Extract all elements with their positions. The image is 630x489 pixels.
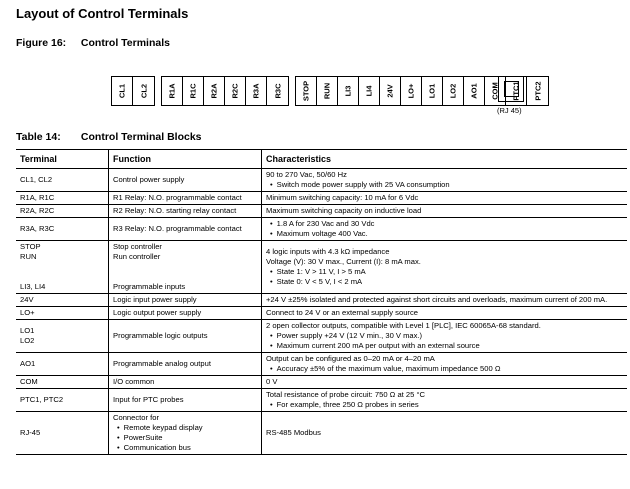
characteristics-cell [262, 169, 628, 192]
terminal-label: R2C [230, 83, 240, 99]
function-text: Programmable analog output [113, 359, 211, 368]
terminal-label: 24V [385, 84, 395, 98]
terminal-cell [380, 77, 401, 105]
characteristics-text: Connect to 24 V or an external supply source [266, 308, 418, 317]
terminal-cell [133, 77, 154, 105]
bullet-list [266, 219, 623, 239]
function-cell [109, 169, 262, 192]
terminal-label: R1C [188, 83, 198, 99]
terminal-cell-text: R2A, R2C [16, 205, 109, 218]
characteristics-text: Maximum switching capacity on inductive load [266, 206, 422, 215]
function-cell [109, 389, 262, 412]
bullet-item: • For example, three 250 Ω probes in series [276, 400, 623, 410]
characteristics-cell [262, 412, 628, 455]
bullet-item: • Accuracy ±5% of the maximum value, maximum impedance 500 Ω [276, 364, 623, 374]
page-heading: Layout of Control Terminals [16, 6, 189, 21]
function-text: Programmable logic outputs [113, 331, 208, 340]
function-text: Stop controller Run controller Programmable inputs [113, 242, 186, 291]
terminal-cell [267, 77, 288, 105]
table-number: Table 14: [16, 131, 61, 143]
terminal-cell [296, 77, 317, 105]
characteristics-cell [262, 205, 628, 218]
header-characteristics: Characteristics [262, 150, 628, 169]
figure-caption [16, 37, 170, 49]
characteristics-text: Total resistance of probe circuit: 750 Ω at 25 °C [266, 390, 425, 399]
characteristics-text: 4 logic inputs with 4.3 kΩ impedance Voltage (V): 30 V max., Current (I): 8 mA max. [266, 247, 421, 266]
figure-title: Control Terminals [80, 37, 170, 49]
bullet-item: • Remote keypad display [123, 423, 257, 433]
characteristics-cell [262, 389, 628, 412]
table-row [16, 412, 627, 455]
bullet-list [266, 267, 623, 287]
characteristics-cell [262, 218, 628, 241]
function-text: I/O common [113, 377, 155, 386]
terminal-cell [422, 77, 443, 105]
table-row [16, 353, 627, 376]
header-function: Function [109, 150, 262, 169]
bullet-item: • Communication bus [123, 443, 257, 453]
terminal-cell [359, 77, 380, 105]
bullet-list [266, 364, 623, 374]
characteristics-text: 0 V [266, 377, 278, 386]
terminal-cell [204, 77, 225, 105]
function-cell [109, 376, 262, 389]
terminal-cell [443, 77, 464, 105]
function-cell [109, 192, 262, 205]
function-cell [109, 412, 262, 455]
function-cell [109, 241, 262, 294]
characteristics-cell [262, 320, 628, 353]
terminal-cell-text: STOP RUN LI3, LI4 [16, 241, 109, 294]
function-cell [109, 320, 262, 353]
table-row [16, 294, 627, 307]
terminal-cell [162, 77, 183, 105]
terminal-label: CL2 [139, 83, 148, 99]
table-caption [16, 131, 202, 143]
terminal-cell [338, 77, 359, 105]
terminal-cell-text: R3A, R3C [16, 218, 109, 241]
characteristics-cell [262, 294, 628, 307]
function-text: R2 Relay: N.O. starting relay contact [113, 206, 237, 215]
terminal-label: LO2 [448, 83, 458, 99]
table-row [16, 389, 627, 412]
bullet-list [113, 423, 257, 453]
characteristics-text: 2 open collector outputs, compatible with Level 1 [PLC], IEC 60065A-68 standard. [266, 321, 541, 330]
rj45-port-icon [498, 76, 524, 102]
function-text: R1 Relay: N.O. programmable contact [113, 193, 242, 202]
function-text: Control power supply [113, 175, 185, 184]
characteristics-text: RS-485 Modbus [266, 428, 321, 437]
terminal-cell-text: PTC1, PTC2 [16, 389, 109, 412]
bullet-list [266, 180, 623, 190]
terminal-label: R3A [251, 83, 261, 99]
characteristics-text: +24 V ±25% isolated and protected against short circuits and overloads, maximum current of 200 mA. [266, 295, 608, 304]
table-row [16, 192, 627, 205]
function-cell [109, 307, 262, 320]
terminal-label: COM [490, 82, 500, 100]
table-row [16, 307, 627, 320]
terminal-label: R1A [167, 83, 177, 99]
terminal-strip-diagram [111, 76, 555, 104]
bullet-item: • State 1: V > 11 V, I > 5 mA [276, 267, 623, 277]
terminal-cell-text: LO1 LO2 [16, 320, 109, 353]
bullet-item: • Maximum voltage 400 Vac. [276, 229, 623, 239]
table-row [16, 241, 627, 294]
terminal-cell [246, 77, 267, 105]
terminal-cell [527, 77, 548, 105]
terminal-cell-text: R1A, R1C [16, 192, 109, 205]
terminal-label: R2A [209, 83, 219, 99]
terminal-cell [401, 77, 422, 105]
terminal-cell [317, 77, 338, 105]
terminal-label: R3C [273, 83, 282, 99]
terminal-group [111, 76, 155, 106]
bullet-item: • Maximum current 200 mA per output with an external source [276, 341, 623, 351]
table-row [16, 205, 627, 218]
terminal-cell [464, 77, 485, 105]
characteristics-cell [262, 307, 628, 320]
terminal-cell-text: COM [16, 376, 109, 389]
table-row [16, 218, 627, 241]
function-text: Input for PTC probes [113, 395, 184, 404]
bullet-item: • Switch mode power supply with 25 VA consumption [276, 180, 623, 190]
terminal-label: AO1 [469, 83, 479, 99]
table-header-row [16, 150, 627, 169]
terminal-label: RUN [322, 82, 332, 100]
characteristics-text: Minimum switching capacity: 10 mA for 6 Vdc [266, 193, 419, 202]
table-row [16, 169, 627, 192]
function-text: Logic output power supply [113, 308, 202, 317]
terminal-cell-text: 24V [16, 294, 109, 307]
terminal-label: LO+ [406, 83, 416, 99]
bullet-list [266, 331, 623, 351]
terminal-label: CL1 [117, 83, 127, 99]
function-cell [109, 294, 262, 307]
function-text: Connector for [113, 413, 160, 422]
terminal-label: LO1 [427, 83, 437, 99]
control-terminal-table [16, 149, 627, 455]
terminal-cell [225, 77, 246, 105]
table-title: Control Terminal Blocks [80, 131, 202, 143]
terminal-group [161, 76, 289, 106]
bullet-item: • PowerSuite [123, 433, 257, 443]
bullet-item: • State 0: V < 5 V, I < 2 mA [276, 277, 623, 287]
terminal-label: STOP [301, 80, 311, 102]
terminal-cell [183, 77, 204, 105]
bullet-item: • Power supply +24 V (12 V min., 30 V max.) [276, 331, 623, 341]
bullet-list [266, 400, 623, 410]
function-text: R3 Relay: N.O. programmable contact [113, 224, 242, 233]
terminal-label: PTC2 [533, 81, 542, 101]
terminal-cell-text: CL1, CL2 [16, 169, 109, 192]
terminal-label: LI4 [364, 85, 374, 97]
function-text: Logic input power supply [113, 295, 197, 304]
terminal-cell-text: RJ-45 [16, 412, 109, 455]
characteristics-cell [262, 241, 628, 294]
characteristics-text: 90 to 270 Vac, 50/60 Hz [266, 170, 347, 179]
characteristics-text: Output can be configured as 0–20 mA or 4–20 mA [266, 354, 435, 363]
table-row [16, 320, 627, 353]
function-cell [109, 218, 262, 241]
table-row [16, 376, 627, 389]
terminal-cell-text: LO+ [16, 307, 109, 320]
terminal-label: PTC1 [511, 81, 521, 101]
header-terminal: Terminal [16, 150, 109, 169]
figure-number: Figure 16: [16, 37, 67, 49]
bullet-item: • 1.8 A for 230 Vac and 30 Vdc [276, 219, 623, 229]
function-cell [109, 353, 262, 376]
characteristics-cell [262, 376, 628, 389]
terminal-cell-text: AO1 [16, 353, 109, 376]
terminal-label: LI3 [343, 85, 353, 97]
terminal-cell [112, 77, 133, 105]
rj45-label: (RJ 45) [497, 106, 522, 115]
characteristics-cell [262, 353, 628, 376]
function-cell [109, 205, 262, 218]
characteristics-cell [262, 192, 628, 205]
